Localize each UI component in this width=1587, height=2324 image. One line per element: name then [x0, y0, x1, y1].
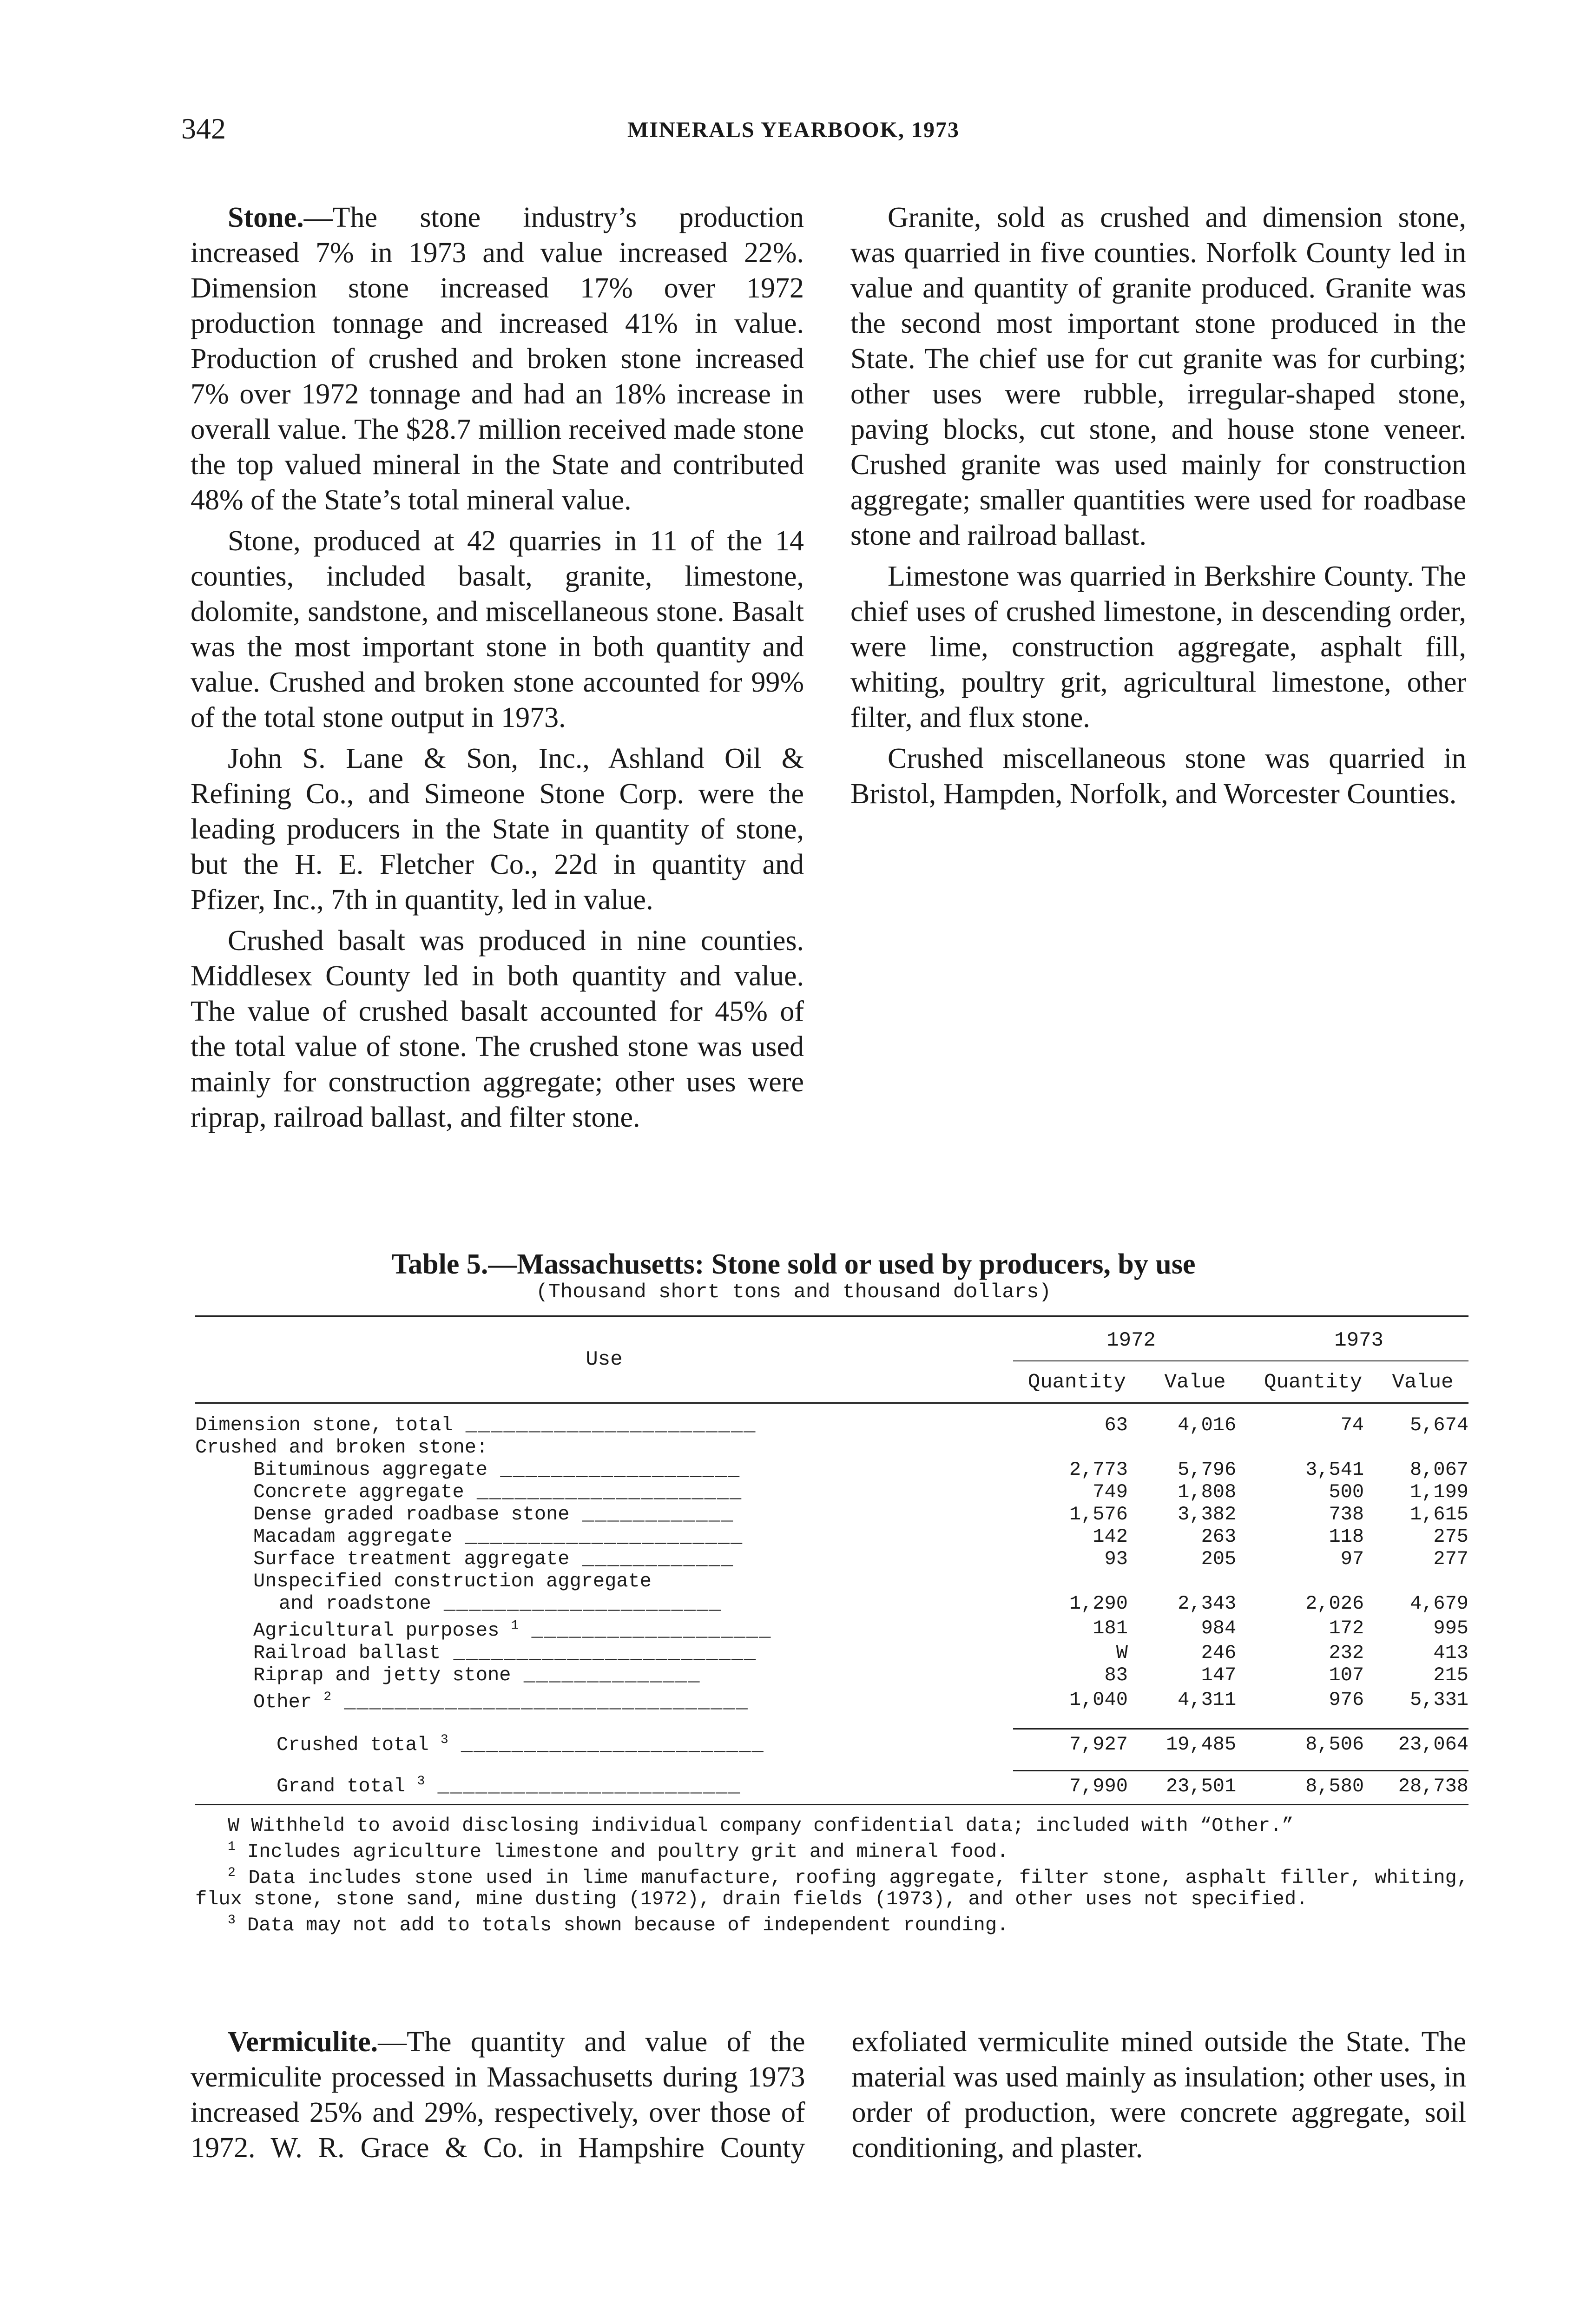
stone-paragraph-2: Stone, produced at 42 quarries in 11 of the 14 counties, included basalt, granite, limestone, dolomite, sandstone, and miscellaneous stone. Basalt was the most important stone in both quantity and value. Crushed and broken stone accounted for 99% of the total stone output in 1973.	[191, 525, 804, 733]
header-year-1972: 1972	[1106, 1329, 1156, 1352]
vermiculite-lead: Vermiculite.	[228, 2026, 378, 2058]
footnote-marker: 1	[511, 1618, 519, 1633]
footnote-3: $^3$ Data may not add to totals shown because of independent rounding.	[228, 1913, 1009, 1936]
row-label: Grand total	[277, 1775, 406, 1797]
header-value-1972: Value	[1141, 1361, 1249, 1403]
footnote-marker: 3	[417, 1774, 425, 1789]
table-row: Riprap and jetty stone ______________ 83 147 107 215	[253, 1664, 1468, 1686]
stone-text-right	[850, 200, 1466, 812]
row-label: Other	[253, 1691, 312, 1713]
footnote-1: $^1$ Includes agriculture limestone and poultry grit and mineral food.	[228, 1840, 1009, 1863]
page-number: 342	[181, 112, 226, 145]
table-title: Table 5.—Massachusetts: Stone sold or used by producers, by use	[391, 1248, 1196, 1280]
row-label: Concrete aggregate	[253, 1481, 464, 1503]
row-label: Riprap and jetty stone	[253, 1664, 511, 1686]
stone-table	[195, 1315, 1468, 1805]
header-value-1973: Value	[1377, 1361, 1468, 1403]
row-label: Railroad ballast	[253, 1642, 441, 1664]
table-row: Bituminous aggregate ___________________ 2,773 5,796 3,541 8,067	[253, 1459, 1468, 1481]
table-row	[195, 1436, 1468, 1459]
table-row: Dimension stone, total _______________________ 63 4,016 74 5,674	[195, 1414, 1468, 1436]
row-label: Crushed and broken stone:	[195, 1436, 488, 1459]
stone-paragraph-1: Stone.—The stone industry’s production increased 7% in 1973 and value increased 22%. Dimension stone increased 17% over 1972 production tonnage and increased 41% in value. Production of crushed and broken stone increased 7% over 1972 tonnage and had an 18% increase in overall value. The $28.7 million received made stone the top valued mineral in the State and contributed 48% of the State’s total mineral value.	[191, 202, 804, 516]
vermiculite-paragraph: Vermiculite.—The quantity and value of the vermiculite processed in Massachusetts during 1973 increased 25% and 29%, respectively, over those of 1972. W. R. Grace & Co. in Hampshire County exfoliated vermiculite mined outside the State. The material was used mainly as insulation; other uses, in order of production, were concrete aggregate, soil conditioning, and plaster.	[191, 2026, 1466, 2164]
table-row: Surface treatment aggregate ____________ 93 205 97 277	[253, 1548, 1468, 1570]
stone-paragraph-5: Granite, sold as crushed and dimension stone, was quarried in five counties. Norfolk County led in value and quantity of granite produced. Granite was the second most important stone produced in the State. The chief use for cut granite was for curbing; other uses were rubble, irregular-shaped stone, paving blocks, cut stone, and house stone veneer. Crushed granite was used mainly for construction aggregate; smaller quantities were used for roadbase stone and railroad ballast.	[850, 202, 1466, 551]
stone-lead: Stone.	[228, 202, 304, 233]
vermiculite-text	[191, 2024, 1466, 2166]
table-row: Agricultural purposes $^1$ ___________________ 181 984 172 995	[253, 1617, 1468, 1642]
row-label: Macadam aggregate	[253, 1525, 453, 1548]
header-year-1973: 1973	[1334, 1329, 1383, 1352]
table-row	[195, 1570, 1468, 1592]
row-label: Surface treatment aggregate	[253, 1548, 570, 1570]
stone-text-left	[191, 200, 804, 1135]
row-label: Crushed total	[277, 1733, 429, 1756]
header-quantity-1972: Quantity	[1013, 1361, 1141, 1403]
row-label: Unspecified construction aggregate	[253, 1570, 652, 1592]
table-row: Dense graded roadbase stone ____________ 1,576 3,382 738 1,615	[253, 1503, 1468, 1525]
table-subtitle: (Thousand short tons and thousand dollars)	[536, 1281, 1051, 1304]
table-row: Macadam aggregate ______________________ 142 263 118 275	[253, 1525, 1468, 1548]
table-row: Other $^2$ ________________________________ 1,040 4,311 976 5,331	[253, 1689, 1468, 1713]
leader-dots: _______________________	[453, 1414, 757, 1436]
table-footnotes	[195, 1815, 1468, 1936]
table-row: Concrete aggregate _____________________ 749 1,808 500 1,199	[253, 1481, 1468, 1503]
row-label: and roadstone	[279, 1592, 431, 1615]
header-use: Use	[195, 1316, 1013, 1403]
table-row: Railroad ballast ________________________ W 246 232 413	[253, 1642, 1468, 1664]
footnote-marker: 2	[323, 1690, 332, 1704]
table-row-grand-total: Grand total $^3$ ________________________ 7,990 23,501 8,580 28,738	[195, 1770, 1468, 1805]
stone-paragraph-3: John S. Lane & Son, Inc., Ashland Oil & Refining Co., and Simeone Stone Corp. were the leading producers in the State in quantity of stone, but the H. E. Fletcher Co., 22d in quantity and Pfizer, Inc., 7th in quantity, led in value.	[191, 743, 804, 916]
stone-paragraph-4: Crushed basalt was produced in nine counties. Middlesex County led in both quantity and value. The value of crushed basalt accounted for 45% of the total value of stone. The crushed stone was used mainly for construction aggregate; other uses were riprap, railroad ballast, and filter stone.	[191, 925, 804, 1133]
footnote-marker: 3	[440, 1732, 448, 1747]
running-title: MINERALS YEARBOOK, 1973	[627, 118, 960, 142]
table-row-crushed-total: Crushed total $^3$ ________________________ 7,927 19,485 8,506 23,064	[195, 1729, 1468, 1756]
row-label: Agricultural purposes	[253, 1619, 500, 1642]
row-label: Bituminous aggregate	[253, 1459, 488, 1481]
stone-paragraph-7: Crushed miscellaneous stone was quarried in Bristol, Hampden, Norfolk, and Worcester Counties.	[850, 743, 1466, 810]
row-label: Dense graded roadbase stone	[253, 1503, 570, 1525]
stone-paragraph-6: Limestone was quarried in Berkshire County. The chief uses of crushed limestone, in descending order, were lime, construction aggregate, asphalt fill, whiting, poultry grit, agricultural limestone, other filter, and flux stone.	[850, 561, 1466, 733]
row-label: Dimension stone, total	[195, 1414, 453, 1436]
table-row: and roadstone ______________________ 1,290 2,343 2,026 4,679	[279, 1592, 1468, 1615]
footnote-2: $^2$ Data includes stone used in lime manufacture, roofing aggregate, filter stone, asphalt filler, whiting, flux stone, stone sand, mine dusting (1972), drain fields (1973), and other uses not specified.	[195, 1866, 1468, 1910]
footnote-w: W Withheld to avoid disclosing individual company confidential data; included with “Other.”	[228, 1815, 1294, 1837]
header-quantity-1973: Quantity	[1249, 1361, 1377, 1403]
